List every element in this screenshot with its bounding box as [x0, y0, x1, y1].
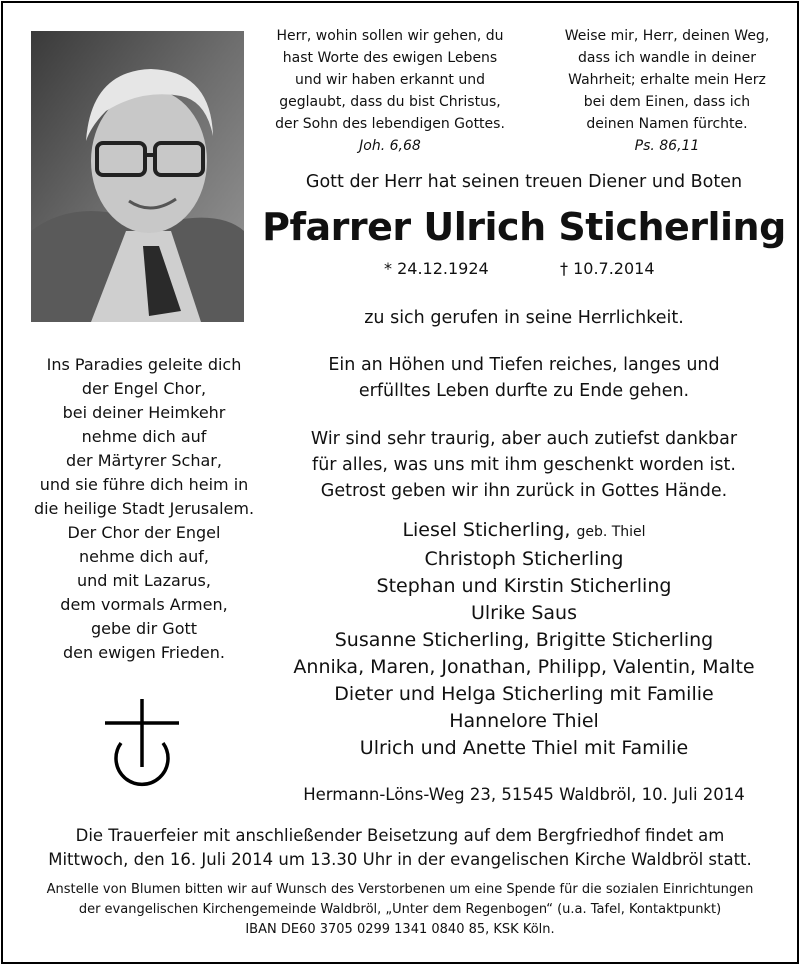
quote-line: bei dem Einen, dass ich	[583, 94, 751, 110]
poem-line: die heilige Stadt Jerusalem.	[33, 499, 255, 518]
poem-line: bei deiner Heimkehr	[62, 403, 226, 422]
poem-line: gebe dir Gott	[90, 619, 198, 638]
birth-date: * 24.12.1924	[384, 259, 489, 278]
quote-line: und wir haben erkannt und	[294, 72, 486, 88]
bible-quote-psalm	[534, 25, 800, 157]
quote-line: Weise mir, Herr, deinen Weg,	[564, 28, 770, 44]
poem-line: der Engel Chor,	[81, 379, 207, 398]
paradise-poem	[0, 353, 288, 665]
donation-line: Anstelle von Blumen bitten wir auf Wunsch des Verstorbenen um eine Spende für die sozialen Einrichtungen	[46, 882, 754, 897]
donation-line: IBAN DE60 3705 0299 1341 0840 85, KSK Köln.	[245, 922, 555, 937]
quote-line: der Sohn des lebendigen Gottes.	[275, 116, 505, 132]
family-member: Stephan und Kirstin Sticherling	[376, 575, 672, 597]
paragraph-line: Ein an Höhen und Tiefen reiches, langes und	[328, 355, 720, 375]
poem-line: der Märtyrer Schar,	[66, 451, 222, 470]
deceased-name: Pfarrer Ulrich Sticherling	[262, 205, 786, 249]
poem-line: dem vormals Armen,	[60, 595, 228, 614]
family-member: Christoph Sticherling	[424, 548, 624, 570]
funeral-notice	[0, 824, 800, 872]
cross-circle-icon	[105, 697, 183, 795]
family-signatures	[248, 517, 800, 762]
poem-line: und sie führe dich heim in	[39, 475, 249, 494]
paragraph-line: erfülltes Leben durfte zu Ende gehen.	[358, 381, 690, 401]
widow-name: Liesel Sticherling,	[402, 519, 571, 541]
gratitude-paragraph	[248, 426, 800, 504]
family-member: Dieter und Helga Sticherling mit Familie	[334, 683, 714, 705]
intro-line: Gott der Herr hat seinen treuen Diener und Boten	[305, 172, 743, 192]
quote-line: dass ich wandle in deiner	[577, 50, 756, 66]
family-member: Hannelore Thiel	[449, 710, 599, 732]
quote-reference: Joh. 6,68	[359, 138, 421, 154]
family-member: Annika, Maren, Jonathan, Philipp, Valentin, Malte	[293, 656, 755, 678]
family-member: Susanne Sticherling, Brigitte Sticherling	[334, 629, 714, 651]
poem-line: den ewigen Frieden.	[63, 643, 225, 662]
funeral-line: Die Trauerfeier mit anschließender Beisetzung auf dem Bergfriedhof findet am	[75, 826, 725, 845]
poem-line: nehme dich auf,	[79, 547, 209, 566]
address-date-line: Hermann-Löns-Weg 23, 51545 Waldbröl, 10. Juli 2014	[303, 785, 745, 804]
family-member: Ulrich und Anette Thiel mit Familie	[359, 737, 689, 759]
paragraph-line: Getrost geben wir ihn zurück in Gottes Hände.	[320, 481, 728, 501]
family-member: Ulrike Saus	[471, 602, 577, 624]
funeral-line: Mittwoch, den 16. Juli 2014 um 13.30 Uhr in der evangelischen Kirche Waldbröl statt.	[48, 850, 752, 869]
paragraph-line: für alles, was uns mit ihm geschenkt worden ist.	[312, 455, 736, 475]
quote-line: hast Worte des ewigen Lebens	[282, 50, 498, 66]
poem-line: nehme dich auf	[81, 427, 207, 446]
maiden-name-note: geb. Thiel	[576, 524, 646, 540]
quote-line: Herr, wohin sollen wir gehen, du	[276, 28, 504, 44]
life-paragraph	[248, 352, 800, 404]
bible-quote-john	[258, 25, 522, 157]
quote-line: geglaubt, dass du bist Christus,	[279, 94, 501, 110]
quote-line: deinen Namen fürchte.	[586, 116, 748, 132]
poem-line: und mit Lazarus,	[77, 571, 211, 590]
called-home-line: zu sich gerufen in seine Herrlichkeit.	[364, 308, 684, 328]
family-member	[248, 517, 800, 546]
paragraph-line: Wir sind sehr traurig, aber auch zutiefst dankbar	[310, 429, 738, 449]
quote-reference: Ps. 86,11	[634, 138, 700, 154]
death-date: † 10.7.2014	[560, 259, 655, 278]
donation-notice	[0, 880, 800, 940]
poem-line: Ins Paradies geleite dich	[46, 355, 242, 374]
donation-line: der evangelischen Kirchengemeinde Waldbröl, „Unter dem Regenbogen“ (u.a. Tafel, Kontaktpunkt)	[78, 902, 722, 917]
quote-line: Wahrheit; erhalte mein Herz	[568, 72, 766, 88]
poem-line: Der Chor der Engel	[67, 523, 221, 542]
portrait-photo	[31, 31, 244, 322]
